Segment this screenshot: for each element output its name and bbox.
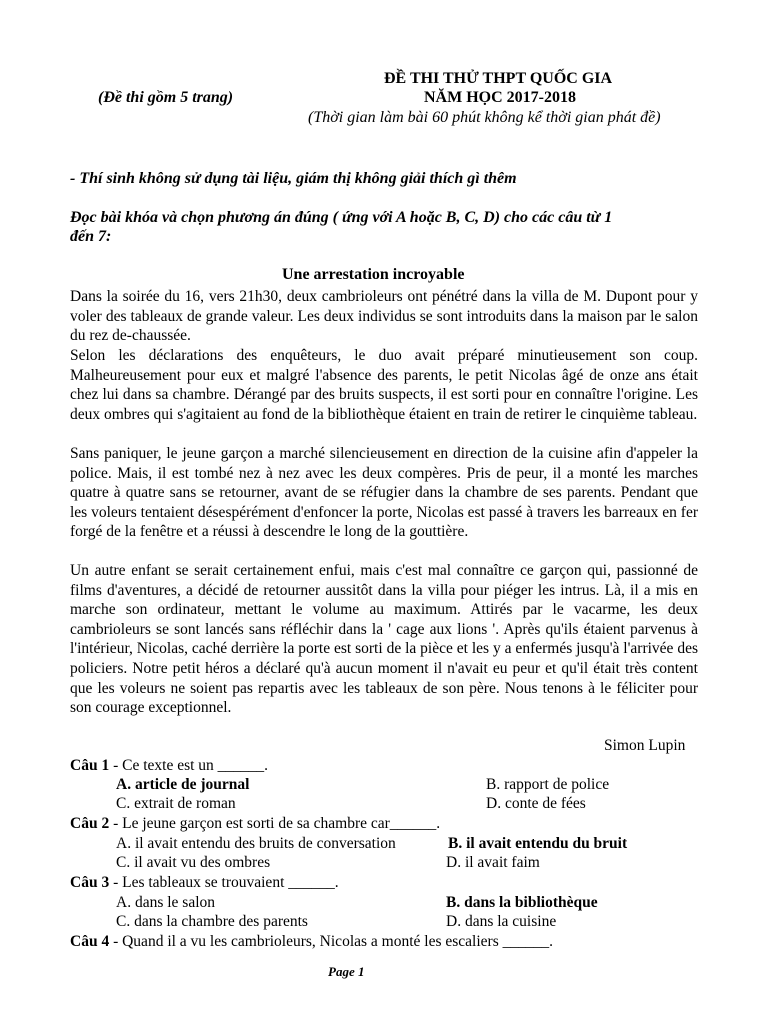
article-paragraph-3: Sans paniquer, le jeune garçon a marché silencieusement en direction de la cuisine afin d'appeler la police. Mais, il est tombé nez à nez avec les deux compères. Pris de peur, il a monté les marches quatre à quatre sans se retourner, avant de se réfugier dans la chambre de ses parents. Pendant que les voleurs tentaient désespérément d'enfoncer la porte, Nicolas est passé à travers les barreaux en fer forgé de la fenêtre et a réussi à descendre le long de la gouttière. bbox=[70, 445, 698, 541]
exam-title: ĐỀ THI THỬ THPT QUỐC GIA bbox=[384, 70, 613, 87]
question-1-option-a[interactable]: A. article de journal bbox=[116, 776, 250, 793]
task-instruction-line1: Đọc bài khóa và chọn phương án đúng ( ứng với A hoặc B, C, D) cho các câu từ 1 bbox=[70, 209, 613, 226]
question-text: - Ce texte est un ______. bbox=[109, 757, 269, 774]
question-text: - Le jeune garçon est sorti de sa chambre car______. bbox=[109, 815, 441, 832]
time-note: (Thời gian làm bài 60 phút không kể thời gian phát đề) bbox=[308, 109, 661, 126]
question-text: - Quand il a vu les cambrioleurs, Nicolas a monté les escaliers ______. bbox=[109, 933, 553, 950]
question-text: - Les tableaux se trouvaient ______. bbox=[109, 874, 339, 891]
question-1-option-b[interactable]: B. rapport de police bbox=[486, 776, 610, 793]
task-instruction-line2: đến 7: bbox=[70, 228, 112, 245]
article-paragraph-4: Un autre enfant se serait certainement enfui, mais c'est mal connaître ce garçon qui, passionné de films d'aventures, a décidé de retourner aussitôt dans la villa pour piéger les intrus. Là, il a mis en marche son ordinateur, mettant le volume au maximum. Attirés par le vacarme, les deux cambrioleurs se sont lancés sans réfléchir dans la ' cage aux lions '. Après qu'ils étaient parvenus à l'intérieur, Nicolas, caché derrière la porte est sorti de la pièce et les y a enfermés jusqu'à l'arrivée des policiers. Notre petit héros a déclaré qu'à aucun moment il n'avait eu peur et qu'il était très content que les voleurs ne soient pas repartis avec les tableaux de son père. Nous tenons à le féliciter pour son courage exceptionnel. bbox=[70, 562, 698, 717]
question-2-option-c[interactable]: C. il avait vu des ombres bbox=[116, 854, 271, 871]
question-number: Câu 1 bbox=[70, 757, 110, 774]
article-author: Simon Lupin bbox=[604, 737, 686, 754]
article-paragraph-1: Dans la soirée du 16, vers 21h30, deux cambrioleurs ont pénétré dans la villa de M. Dupont pour y voler des tableaux de grande valeur. Les deux individus se sont introduits dans la maison par le salon du rez de-chaussée. bbox=[70, 288, 698, 345]
question-1 bbox=[70, 757, 268, 775]
article-paragraph-2: Selon les déclarations des enquêteurs, le duo avait préparé minutieusement son coup. Malheureusement pour eux et malgré l'absence des parents, le petit Nicolas âgé de onze ans était chez lui dans sa chambre. Dérangé par des bruits suspects, il est sorti pour en connaître l'origine. Les deux ombres qui s'agitaient au fond de la bibliothèque étaient en train de retirer le cinquième tableau. bbox=[70, 347, 698, 423]
question-1-option-d[interactable]: D. conte de fées bbox=[486, 795, 586, 812]
question-2 bbox=[70, 815, 440, 833]
pages-note: (Đề thi gồm 5 trang) bbox=[98, 89, 234, 106]
question-3-option-b[interactable]: B. dans la bibliothèque bbox=[446, 894, 598, 911]
question-3-option-c[interactable]: C. dans la chambre des parents bbox=[116, 913, 308, 930]
question-number: Câu 3 bbox=[70, 874, 110, 891]
article-title: Une arrestation incroyable bbox=[282, 266, 465, 283]
question-2-option-a[interactable]: A. il avait entendu des bruits de conversation bbox=[116, 835, 396, 852]
question-4 bbox=[70, 933, 553, 951]
page-number: Page 1 bbox=[328, 964, 365, 979]
rule-note: - Thí sinh không sử dụng tài liệu, giám thị không giải thích gì thêm bbox=[70, 170, 517, 187]
question-1-option-c[interactable]: C. extrait de roman bbox=[116, 795, 236, 812]
question-number: Câu 2 bbox=[70, 815, 110, 832]
question-3-option-a[interactable]: A. dans le salon bbox=[116, 894, 216, 911]
school-year: NĂM HỌC 2017-2018 bbox=[424, 89, 576, 106]
question-3-option-d[interactable]: D. dans la cuisine bbox=[446, 913, 557, 930]
question-2-option-d[interactable]: D. il avait faim bbox=[446, 854, 540, 871]
question-number: Câu 4 bbox=[70, 933, 110, 950]
question-2-option-b[interactable]: B. il avait entendu du bruit bbox=[448, 835, 628, 852]
question-3 bbox=[70, 874, 339, 892]
